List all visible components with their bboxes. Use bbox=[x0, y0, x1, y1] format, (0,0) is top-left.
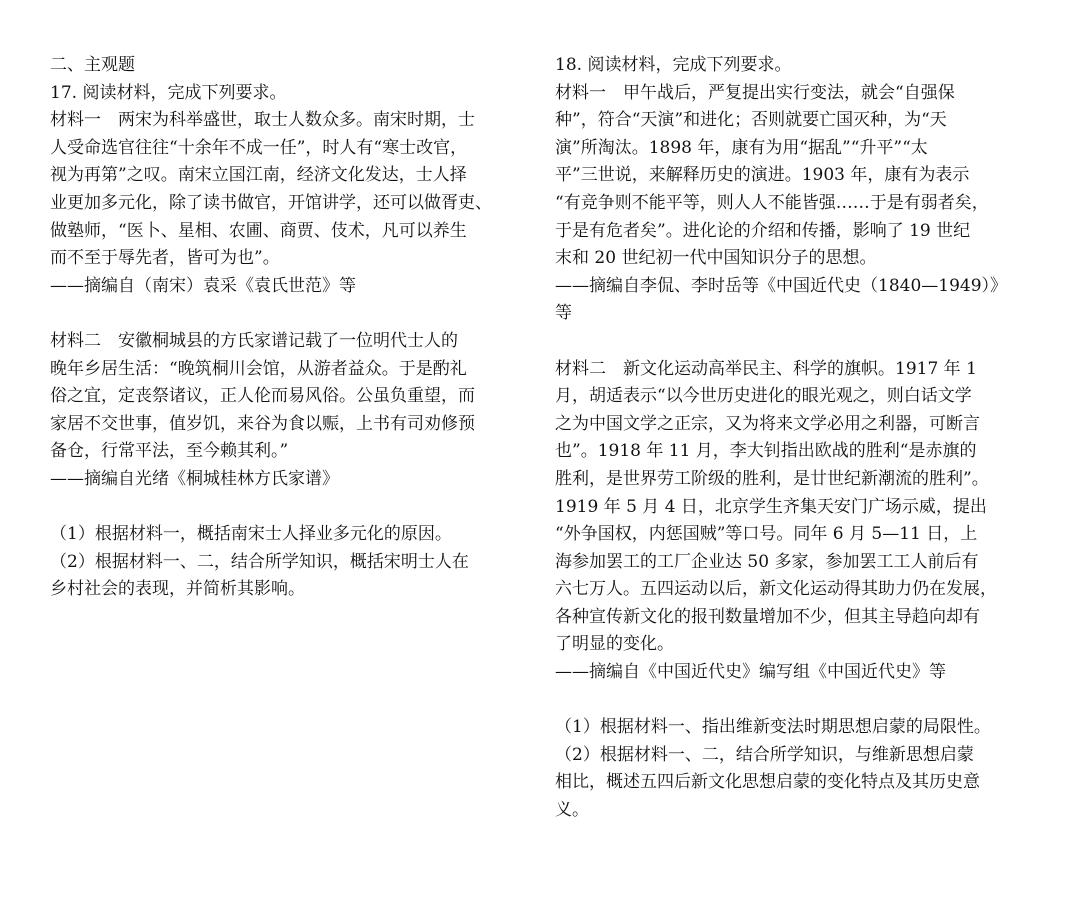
text-line: 做塾师，“医卜、星相、农圃、商贾、伎术，凡可以养生 bbox=[50, 220, 467, 241]
text-line: 材料一 两宋为科举盛世，取士人数众多。南宋时期，士 bbox=[50, 110, 475, 131]
text-line: 备仓，行常平法，至今赖其利。” bbox=[50, 441, 289, 462]
q18-material-2 bbox=[555, 356, 1033, 687]
source-citation: ——摘编自光绪《桐城桂林方氏家谱》 bbox=[50, 468, 339, 489]
text-line: 平”三世说，来解释历史的演进。1903 年，康有为表示 bbox=[555, 165, 970, 186]
text-line: 胜利，是世界劳工阶级的胜利，是廿世纪新潮流的胜利”。 bbox=[555, 468, 989, 489]
text-line: “外争国权，内惩国贼”等口号。同年 6 月 5—11 日，上 bbox=[555, 524, 978, 545]
spacer bbox=[555, 687, 1033, 715]
text-line: 材料二 新文化运动高举民主、科学的旗帜。1917 年 1 bbox=[555, 358, 977, 379]
text-line: “有竞争则不能平等，则人人不能皆强……于是有弱者矣， bbox=[555, 192, 989, 213]
text-line: 而不至于辱先者，皆可为也”。 bbox=[50, 248, 280, 269]
text-line: 材料二 安徽桐城县的方氏家谱记载了一位明代士人的 bbox=[50, 330, 458, 351]
question-line: （1）根据材料一、指出维新变法时期思想启蒙的局限性。 bbox=[555, 717, 991, 738]
text-line: 1919 年 5 月 4 日，北京学生齐集天安门广场示威，提出 bbox=[555, 496, 987, 517]
text-line: 俗之宜，定丧祭诸议，正人伦而易风俗。公虽负重望，而 bbox=[50, 386, 475, 407]
text-line: 月，胡适表示“以今世历史进化的眼光观之，则白话文学 bbox=[555, 386, 972, 407]
text-line: 晚年乡居生活：“晚筑桐川会馆，从游者益众。于是酌礼 bbox=[50, 358, 467, 379]
question-line: （2）根据材料一、二，结合所学知识，概括宋明士人在 bbox=[50, 551, 469, 572]
text-line: 六七万人。五四运动以后，新文化运动得其助力仍在发展， bbox=[555, 579, 997, 600]
text-line: 海参加罢工的工厂企业达 50 多家，参加罢工工人前后有 bbox=[555, 551, 979, 572]
source-citation: ——摘编自李侃、李时岳等《中国近代史（1840—1949）》 bbox=[555, 275, 1008, 296]
section-title: 二、主观题 bbox=[50, 55, 135, 75]
question-18-title: 18. 阅读材料，完成下列要求。 bbox=[555, 55, 792, 75]
q17-material-1 bbox=[50, 107, 520, 300]
q17-material-2 bbox=[50, 328, 520, 494]
spacer bbox=[555, 328, 1033, 356]
text-line: 材料一 甲午战后，严复提出实行变法，就会“自强保 bbox=[555, 82, 955, 103]
text-line: 演”所淘汰。1898 年，康有为用“据乱”“升平”“太 bbox=[555, 137, 928, 158]
source-citation: 等 bbox=[555, 303, 572, 324]
question-line: （1）根据材料一，概括南宋士人择业多元化的原因。 bbox=[50, 524, 452, 545]
text-line: 了明显的变化。 bbox=[555, 634, 674, 655]
spacer bbox=[50, 300, 520, 328]
text-line: 也”。1918 年 11 月，李大钊指出欧战的胜利“是赤旗的 bbox=[555, 441, 977, 462]
source-citation: ——摘编自《中国近代史》编写组《中国近代史》等 bbox=[555, 662, 946, 683]
source-citation: ——摘编自（南宋）袁采《袁氏世范》等 bbox=[50, 275, 356, 296]
q18-questions bbox=[555, 714, 1033, 824]
text-line: 人受命选官往往“十余年不成一任”，时人有“寒士改官， bbox=[50, 137, 468, 158]
right-column bbox=[555, 52, 1033, 825]
question-17-title: 17. 阅读材料，完成下列要求。 bbox=[50, 82, 287, 103]
left-column bbox=[50, 52, 520, 604]
question-line: 相比，概述五四后新文化思想启蒙的变化特点及其历史意 bbox=[555, 772, 980, 793]
text-line: 于是有危者矣”。进化论的介绍和传播，影响了 19 世纪 bbox=[555, 220, 971, 241]
question-line: （2）根据材料一、二，结合所学知识，与维新思想启蒙 bbox=[555, 744, 974, 765]
question-line: 乡村社会的表现，并简析其影响。 bbox=[50, 579, 305, 600]
text-line: 各种宣传新文化的报刊数量增加不少，但其主导趋向却有 bbox=[555, 606, 980, 627]
text-line: 视为再第”之叹。南宋立国江南，经济文化发达，士人择 bbox=[50, 165, 467, 186]
text-line: 之为中国文学之正宗，又为将来文学必用之利器，可断言 bbox=[555, 413, 980, 434]
question-line: 义。 bbox=[555, 800, 589, 821]
spacer bbox=[50, 494, 520, 522]
text-line: 家居不交世事，值岁饥，来谷为食以赈，上书有司劝修预 bbox=[50, 413, 475, 434]
text-line: 种”，符合“天演”和进化；否则就要亡国灭种，为“天 bbox=[555, 110, 947, 131]
q18-material-1 bbox=[555, 80, 1033, 328]
text-line: 末和 20 世纪初一代中国知识分子的思想。 bbox=[555, 248, 877, 269]
q17-questions bbox=[50, 521, 520, 604]
text-line: 业更加多元化，除了读书做官，开馆讲学，还可以做胥吏、 bbox=[50, 192, 492, 213]
